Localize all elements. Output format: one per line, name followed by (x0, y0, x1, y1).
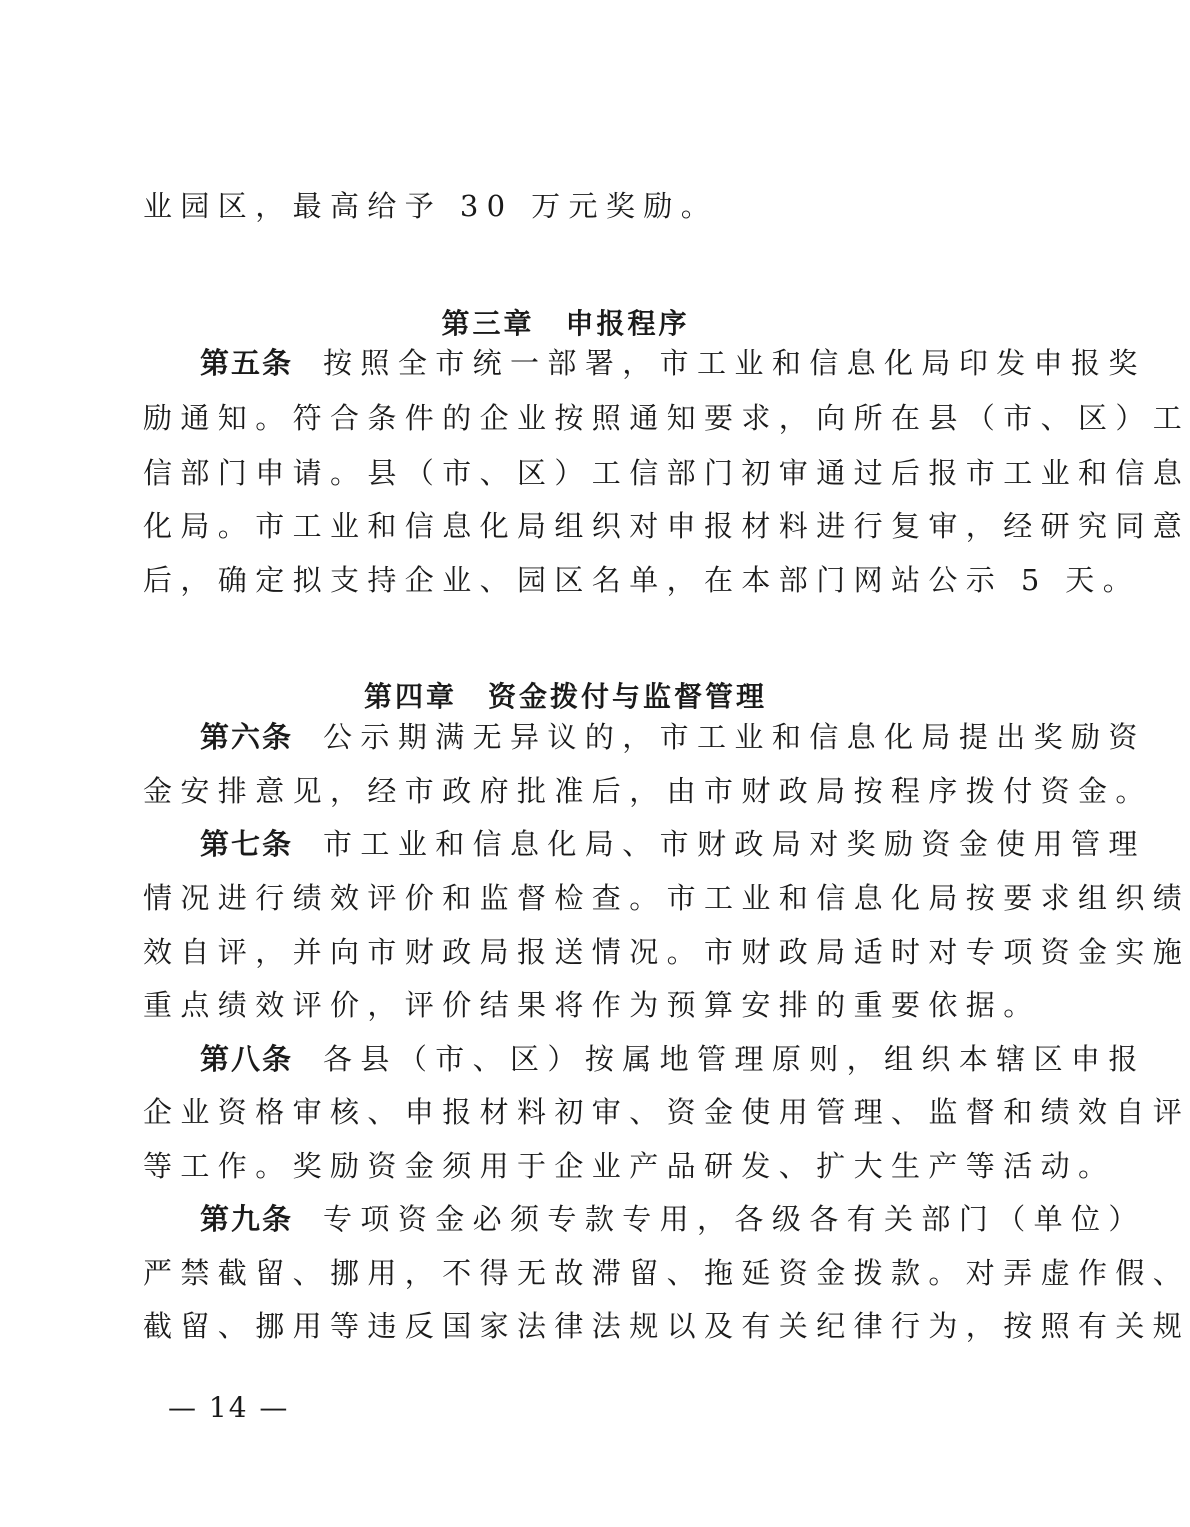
article-first-line (200, 1039, 1146, 1079)
article-first-line (200, 343, 1146, 383)
line-text: 公示期满无异议的，市工业和信息化局提出奖励资 (323, 720, 1146, 754)
article-first-line (200, 824, 1146, 864)
article-label: 第七条 (200, 827, 294, 861)
body-line (143, 1146, 1116, 1186)
line-text: 信部门申请。县（市、区）工信部门初审通过后报市工业和信息 (143, 456, 1190, 490)
line-text: 严禁截留、挪用，不得无故滞留、拖延资金拨款。对弄虚作假、 (143, 1256, 1190, 1290)
line-text: 后，确定拟支持企业、园区名单，在本部门网站公示 5 天。 (143, 563, 1141, 597)
chapter-title: 第四章 资金拨付与监督管理 (363, 680, 767, 713)
body-line (143, 398, 1190, 438)
line-text: 企业资格审核、申报材料初审、资金使用管理、监督和绩效自评 (143, 1095, 1190, 1129)
line-text: 各县（市、区）按属地管理原则，组织本辖区申报 (323, 1042, 1146, 1076)
line-text: 截留、挪用等违反国家法律法规以及有关纪律行为，按照有关规 (143, 1309, 1190, 1343)
article-label: 第九条 (200, 1202, 294, 1236)
article-first-line (200, 717, 1146, 757)
body-line (143, 1092, 1190, 1132)
body-line (143, 1253, 1190, 1293)
body-line (143, 506, 1190, 546)
article-label: 第五条 (200, 346, 294, 380)
body-line (143, 453, 1190, 493)
line-text: 金安排意见，经市政府批准后，由市财政局按程序拨付资金。 (143, 774, 1153, 808)
body-line (143, 560, 1141, 600)
body-line (143, 1306, 1190, 1346)
line-text: 按照全市统一部署，市工业和信息化局印发申报奖 (323, 346, 1146, 380)
body-line (143, 985, 1041, 1025)
line-text: 效自评，并向市财政局报送情况。市财政局适时对专项资金实施 (143, 935, 1190, 969)
article-label: 第六条 (200, 720, 294, 754)
line-text: 市工业和信息化局、市财政局对奖励资金使用管理 (323, 827, 1146, 861)
line-text: 励通知。符合条件的企业按照通知要求，向所在县（市、区）工 (143, 401, 1190, 435)
line-text: 化局。市工业和信息化局组织对申报材料进行复审，经研究同意 (143, 509, 1190, 543)
line-text: 等工作。奖励资金须用于企业产品研发、扩大生产等活动。 (143, 1149, 1116, 1183)
body-line (143, 878, 1190, 918)
body-line (143, 186, 943, 226)
line-text: 专项资金必须专款专用，各级各有关部门（单位） (323, 1202, 1146, 1236)
page-number: — 14 — (168, 1391, 290, 1424)
body-line (143, 932, 1190, 972)
line-text: 业园区，最高给予 30 万元奖励。 (143, 189, 719, 223)
line-text: 重点绩效评价，评价结果将作为预算安排的重要依据。 (143, 988, 1041, 1022)
article-label: 第八条 (200, 1042, 294, 1076)
chapter-title: 第三章 申报程序 (441, 307, 690, 340)
line-text: 情况进行绩效评价和监督检查。市工业和信息化局按要求组织绩 (143, 881, 1190, 915)
body-line (143, 771, 1153, 811)
article-first-line (200, 1199, 1146, 1239)
